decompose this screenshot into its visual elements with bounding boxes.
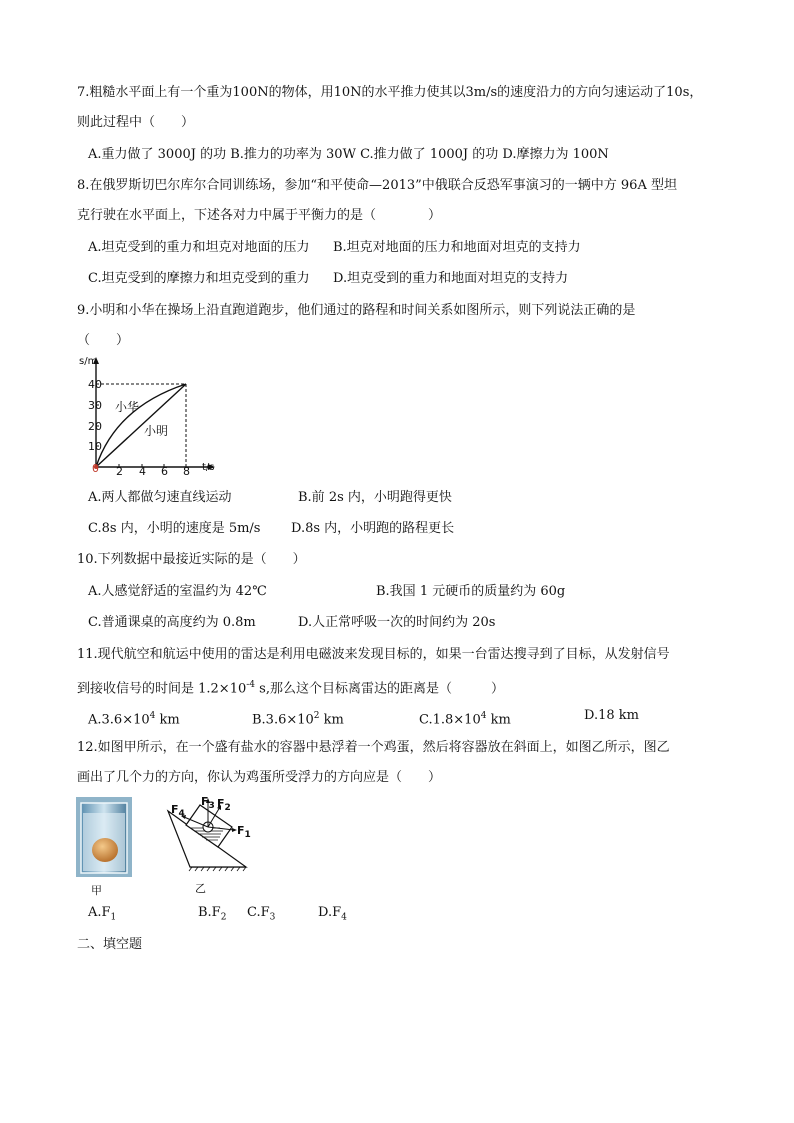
q11-stem-line-1: 11.现代航空和航运中使用的雷达是利用电磁波来发现目标的，如果一台雷达搜寻到了目标，从发射信号 — [77, 647, 670, 662]
q10-option-c: C.普通课桌的高度约为 0.8m — [88, 615, 256, 630]
q12-stem-line-2: 画出了几个力的方向，你认为鸡蛋所受浮力的方向应是（ ） — [77, 770, 442, 785]
section-title-fill-in: 二、填空题 — [77, 937, 143, 952]
q9-option-a: A.两人都做匀速直线运动 — [88, 490, 232, 505]
q7-options: A.重力做了 3000J 的功 B.推力的功率为 30W C.推力做了 1000J 的功 D.摩擦力为 100N — [88, 147, 609, 162]
force-1-letter: F — [237, 824, 245, 837]
q12-option-a-text: A.F — [88, 905, 111, 920]
q12-option-d-sub: 4 — [341, 912, 347, 923]
force-4-letter: F — [171, 803, 179, 816]
q8-stem-line-1: 8.在俄罗斯切巴尔库尔合同训练场，参加“和平使命—2013”中俄联合反恐军事演习的一辆中方 96A 型坦 — [77, 178, 677, 193]
force-2-label — [217, 797, 231, 813]
x-tick-label-6: 6 — [161, 465, 168, 478]
force-2-letter: F — [217, 797, 225, 810]
beaker-photo — [76, 797, 132, 877]
q12-option-d-text: D.F — [318, 905, 342, 920]
xiaohua-label: 小华 — [115, 400, 140, 414]
q12-stem-line-1: 12.如图甲所示，在一个盛有盐水的容器中悬浮着一个鸡蛋，然后将容器放在斜面上，如图乙所示，图乙 — [77, 740, 670, 755]
q8-option-a: A.坦克受到的重力和坦克对地面的压力 — [88, 240, 310, 255]
q12-option-c-text: C.F — [247, 905, 270, 920]
q11-option-c — [419, 707, 511, 729]
q9-stem-line-2: （ ） — [77, 333, 130, 348]
x-tick-label-8: 8 — [183, 465, 190, 478]
fig-b-label: 乙 — [195, 882, 206, 895]
force-1-label — [237, 824, 251, 840]
q8-option-b: B.坦克对地面的压力和地面对坦克的支持力 — [333, 240, 581, 255]
q9-option-b: B.前 2s 内，小明跑得更快 — [298, 490, 452, 505]
q11-option-c-pre: C.1.8×10 — [419, 712, 481, 728]
force-2-sub: 2 — [224, 803, 231, 814]
fig-a-label: 甲 — [91, 884, 102, 897]
x-tick-label-4: 4 — [139, 465, 146, 478]
x-tick-label-2: 2 — [116, 465, 123, 478]
q12-option-b-text: B.F — [198, 905, 221, 920]
q11-stem-exponent: -4 — [246, 680, 256, 690]
q11-stem-line-2 — [77, 676, 504, 698]
xiaoming-line — [96, 384, 186, 467]
q7-stem-line-1: 7.粗糙水平面上有一个重为100N的物体，用10N的水平推力使其以3m/s的速度沿力的方向匀速运动了10s， — [77, 85, 703, 100]
q12-option-a — [88, 904, 116, 927]
force-4-sub: 4 — [178, 809, 185, 820]
q11-option-a-exponent: 4 — [149, 711, 156, 721]
q11-stem-post: s,那么这个目标离雷达的距离是（ ） — [255, 681, 504, 697]
q11-option-b — [252, 707, 344, 729]
q10-option-a: A.人感觉舒适的室温约为 42℃ — [88, 584, 267, 599]
q12-option-d — [318, 904, 347, 927]
q11-option-a — [88, 707, 180, 729]
q12-option-c-sub: 3 — [269, 912, 276, 923]
q9-option-c: C.8s 内，小明的速度是 5m/s — [88, 521, 261, 536]
q12-option-c — [247, 904, 275, 927]
y-axis-label: s/m — [79, 356, 98, 367]
q11-option-b-unit: km — [319, 712, 344, 728]
y-tick-label-20: 20 — [88, 420, 102, 433]
force-4-label — [171, 803, 185, 819]
y-tick-label-40: 40 — [88, 378, 102, 391]
force-3-letter: F — [201, 795, 209, 808]
q12-option-b — [198, 904, 226, 927]
q11-stem-pre: 到接收信号的时间是 1.2×10 — [77, 681, 247, 697]
q11-option-a-pre: A.3.6×10 — [88, 712, 150, 728]
y-tick-label-10: 10 — [88, 440, 102, 453]
q11-option-c-exponent: 4 — [480, 711, 487, 721]
q11-option-b-pre: B.3.6×10 — [252, 712, 314, 728]
force-3-label — [201, 795, 215, 811]
q12-option-a-sub: 1 — [110, 912, 117, 923]
q11-option-d: D.18 km — [584, 708, 639, 723]
origin-label: 0 — [92, 462, 99, 475]
q10-option-d: D.人正常呼吸一次的时间约为 20s — [298, 615, 496, 630]
q10-stem: 10.下列数据中最接近实际的是（ ） — [77, 552, 306, 567]
q10-option-b: B.我国 1 元硬币的质量约为 60g — [376, 584, 566, 599]
q11-option-a-unit: km — [155, 712, 180, 728]
q7-stem-line-2: 则此过程中（ ） — [77, 115, 195, 130]
q11-option-c-unit: km — [486, 712, 511, 728]
xiaoming-label: 小明 — [144, 424, 169, 438]
y-tick-label-30: 30 — [88, 399, 102, 412]
force-1-sub: 1 — [244, 830, 251, 841]
q8-option-c: C.坦克受到的摩擦力和坦克受到的重力 — [88, 271, 310, 286]
force-3-sub: 3 — [208, 801, 215, 812]
q12-option-b-sub: 2 — [220, 912, 227, 923]
egg — [92, 838, 118, 862]
q8-option-d: D.坦克受到的重力和地面对坦克的支持力 — [333, 271, 569, 286]
q11-option-b-exponent: 2 — [313, 711, 320, 721]
x-axis-label: t/s — [202, 462, 215, 473]
q8-stem-line-2: 克行驶在水平面上，下述各对力中属于平衡力的是（ ） — [77, 208, 442, 223]
q9-option-d: D.8s 内，小明跑的路程更长 — [291, 521, 455, 536]
q9-stem-line-1: 9.小明和小华在操场上沿直跑道跑步，他们通过的路程和时间关系如图所示，则下列说法正确的是 — [77, 303, 636, 318]
